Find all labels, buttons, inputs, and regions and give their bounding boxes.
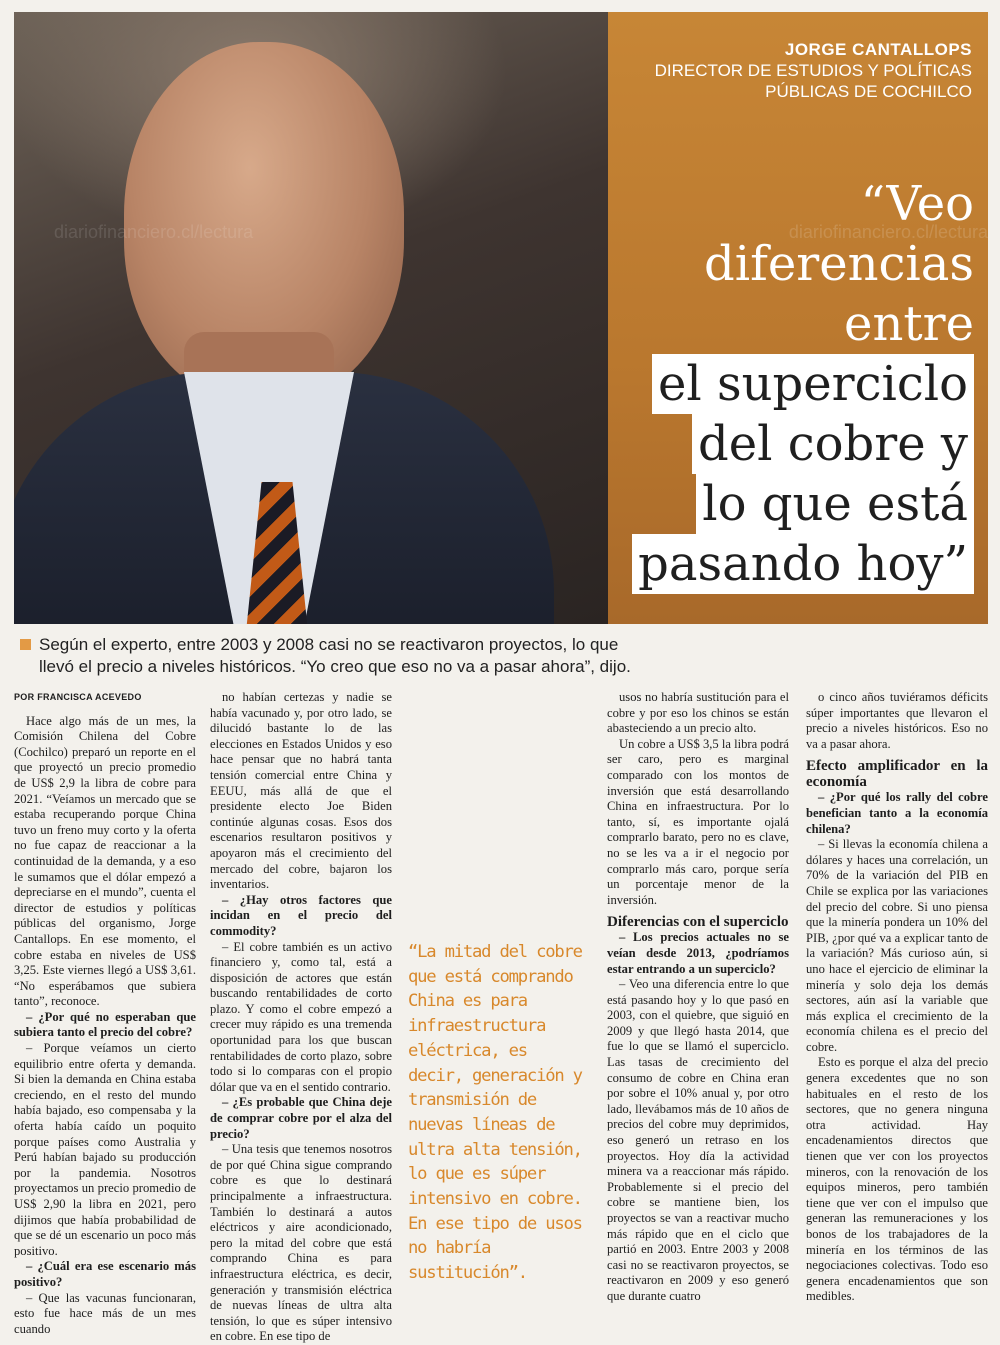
headline-line-boxed: lo que está [696,474,974,534]
headline [632,174,974,594]
article-paragraph: – Veo una diferencia entre lo que está pasando hoy y lo que pasó en 2003, con el quiebre, que siguió en 2009 y que llegó hasta 2014, que fue lo que se llamó el superciclo. Las tasas de crecimiento del consumo de cobre en China eran por sobre el 10% anual y, por otro lado, llevábamos más de 10 años de precios del cobre muy deprimidos, eso generó un retraso en los proyectos. Hoy día la actividad minera va a reaccionar más rápido. Probablemente si el precio del cobre se mantiene bien, los proyectos se van a reactivar mucho más rápido que en el ciclo que partió en 2003. Entre 2003 y 2008 casi no se reactivaron proyectos, se reactivaron en 2009 y eso generó que durante cuatro [607,977,789,1303]
headline-line: “Veo [860,176,974,232]
article-paragraph: – El cobre también es un activo financiero y, como tal, está a disposición de actores que están buscando rentabilidades de corto plazo. Y como el cobre empezó a crecer muy rápido es una tremenda oportunidad para los que buscan rentabilidades de corto plazo, sobre todo si lo comparas con el propio dólar que va en el sentido contrario. [210,939,392,1094]
article-column-1 [14,690,196,1337]
headline-line-boxed: el superciclo [652,354,974,414]
article-paragraph: – Porque veíamos un cierto equilibrio entre oferta y demanda. Si bien la demanda en China estaba creciendo, en el resto del mundo había bajado, eso compensaba y la oferta había caído un poquito porque países como Australia y Perú habían bajado su producción por la pandemia. Nosotros proyectamos un precio promedio de US$ 2,90 la libra en 2021, pero dijimos que había probabilidad de que se dé un escenario un poco más positivo. [14,1041,196,1258]
article-paragraph: – Que las vacunas funcionaran, esto fue hace más de un mes cuando [14,1290,196,1336]
headline-panel [608,12,988,624]
article-paragraph: Hace algo más de un mes, la Comisión Chilena del Cobre (Cochilco) preparó un reporte en el que proyectó un precio promedio de US$ 2,9 la libra de cobre para 2021. “Veíamos un mercado que se estaba recuperando porque China tuvo un freno muy corto y la oferta no fue capaz de reaccionar a la continuidad de la demanda, y a eso le sumamos que el dólar empezó a depreciarse en el mundo”, cuenta el director de estudios y políticas públicas del organismo, Jorge Cantallops. En ese momento, el cobre estaba en niveles de US$ 3,25. Este viernes llegó a US$ 3,61. “No esperábamos que subiera tanto”, reconoce. [14,713,196,1009]
deck-line-2: llevó el precio a niveles históricos. “Yo creo que eso no va a pasar ahora”, dijo. [39,657,631,676]
interview-question: – Los precios actuales no se veían desde 2013, ¿podríamos estar entrando a un superciclo? [607,930,789,976]
headline-line: diferencias [704,236,974,292]
interview-question: – ¿Por qué no esperaban que subiera tanto el precio del cobre? [14,1009,196,1040]
article-column-3 [607,690,789,1305]
headline-line-boxed: pasando hoy” [632,534,974,594]
article-paragraph: Un cobre a US$ 3,5 la libra podrá ser caro, pero es marginal comparado con los montos de inversión que está desarrollando China en infraestructura. Por lo tanto, sí, es importante ojalá comprarlo barato, pero no es clave, no se les va a ir el negocio por comprarlo más caro, porque sería un porcentaje menor de la inversión. [607,736,789,907]
article-column-4 [806,690,988,1305]
article-column-2 [210,690,392,1345]
headline-line-boxed: del cobre y [692,414,974,474]
section-subhead: Diferencias con el superciclo [607,914,789,931]
interviewee-name: JORGE CANTALLOPS [784,40,972,59]
bullet-square-icon [20,639,31,650]
section-subhead: Efecto amplificador en la economía [806,758,988,791]
byline [655,40,972,102]
hero-section [14,12,988,624]
deck [20,634,740,678]
article-paragraph: usos no habría sustitución para el cobre y por eso los chinos se están abasteciendo a un precio alto. [607,690,789,736]
interviewee-role-line-1: DIRECTOR DE ESTUDIOS Y POLÍTICAS [654,61,972,80]
watermark-right: diariofinanciero.cl/lectura [788,222,988,242]
interview-question: – ¿Cuál era ese escenario más positivo? [14,1259,196,1289]
article-paragraph: – Una tesis que tenemos nosotros de por qué China sigue comprando cobre es que lo destinará principalmente a infraestructura. También lo destinará a autos eléctricos y aire acondicionado, pero la mitad del cobre que está comprando China es para infraestructura eléctrica, es decir, generación y transmisión eléctrica de nuevas líneas de ultra alta tensión, lo que es súper intensivo en cobre. En ese tipo de [210,1142,392,1344]
watermark: diariofinanciero.cl/lectura [54,222,254,242]
interviewee-role-line-2: PÚBLICAS DE COCHILCO [765,82,972,101]
interview-question: – ¿Hay otros factores que incidan en el precio del commodity? [210,892,392,938]
article-paragraph: no habían certezas y nadie se había vacunado y, por otro lado, se dilucidó bastante lo de las elecciones en Estados Unidos y eso hace pensar que no habrá tanta tensión comercial entre China y EEUU, más allá de que el presidente electo Joe Biden continúe algunas cosas. Esos dos escenarios resultaron positivos y apoyaron más el crecimiento del mercado del cobre, bajaron los inventarios. [210,690,392,892]
author-credit: POR FRANCISCA ACEVEDO [14,692,142,702]
interview-question: – ¿Por qué los rally del cobre benefician tanto a la economía chilena? [806,790,988,836]
interview-question: – ¿Es probable que China deje de comprar cobre por el alza del precio? [210,1095,392,1141]
portrait-photo [14,12,614,624]
article-paragraph: – Si llevas la economía chilena a dólares y haces una correlación, un 70% de la variación del PIB en Chile se explica por las variaciones del precio del cobre. Si uno piensa que la minería pondera un 10% del PIB, ¿por qué va a explicar tanto de la variación? Más curioso aún, si uno hace el ejercicio de eliminar la minería y solo deja los demás sectores, aún así la variable que más explica el crecimiento de la economía chilena es el precio del cobre. [806,837,988,1054]
pull-quote: “La mitad del cobre que está comprando China es para infraestructura eléctrica, es decir, generación y transmisión de nuevas líneas de ultra alta tensión, lo que es súper intensivo en cobre. En ese tipo de usos no habría sustitución”. [408,942,582,1284]
deck-line-1: Según el experto, entre 2003 y 2008 casi no se reactivaron proyectos, lo que [39,635,619,654]
article-paragraph: Esto es porque el alza del precio genera excedentes que no son habituales en el resto de los sectores, que no genera ninguna otra actividad. Hay encadenamientos directos que tienen que ver con los proyectos mineros, con la renovación de los equipos mineros, pero también tiene que ver con el impulso que generan las remuneraciones y los bonos de los trabajadores de la minería en los términos de las negociaciones colectivas. Todo eso genera encadenamientos que son medibles. [806,1055,988,1304]
headline-line: entre [844,296,974,352]
article-paragraph: o cinco años tuviéramos déficits súper importantes que llevaron el precio a niveles históricos. Eso no va a pasar ahora. [806,690,988,751]
